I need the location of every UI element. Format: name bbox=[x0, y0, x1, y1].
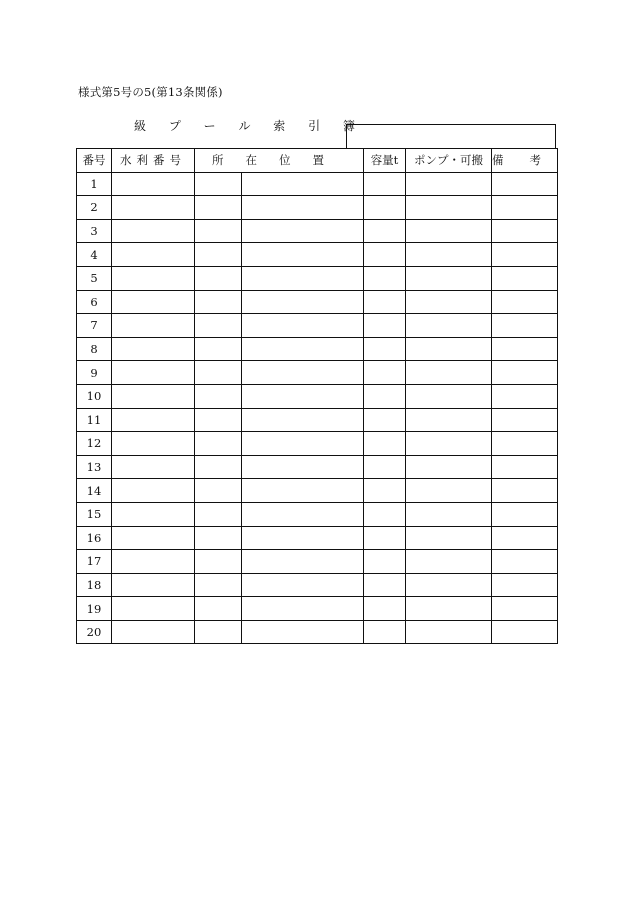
pump-cell bbox=[406, 361, 492, 385]
table-row bbox=[77, 455, 558, 479]
table-body bbox=[77, 172, 558, 644]
location-cell-b bbox=[242, 266, 364, 290]
location-cell-b bbox=[242, 573, 364, 597]
table-row bbox=[77, 573, 558, 597]
pump-cell bbox=[406, 550, 492, 574]
pump-cell bbox=[406, 384, 492, 408]
capacity-cell bbox=[364, 620, 406, 644]
water-id-cell bbox=[112, 573, 195, 597]
pump-cell bbox=[406, 408, 492, 432]
location-cell-b bbox=[242, 502, 364, 526]
capacity-cell bbox=[364, 361, 406, 385]
location-cell-a bbox=[195, 455, 242, 479]
pump-cell bbox=[406, 290, 492, 314]
header-number: 番号 bbox=[77, 149, 112, 173]
pump-cell bbox=[406, 502, 492, 526]
capacity-cell bbox=[364, 384, 406, 408]
row-number: 20 bbox=[77, 620, 112, 644]
table-row bbox=[77, 266, 558, 290]
row-number: 4 bbox=[77, 243, 112, 267]
remarks-cell bbox=[492, 290, 558, 314]
pool-index-table bbox=[76, 148, 567, 644]
water-id-cell bbox=[112, 172, 195, 196]
location-cell-a bbox=[195, 172, 242, 196]
water-id-cell bbox=[112, 337, 195, 361]
location-cell-b bbox=[242, 408, 364, 432]
table-row bbox=[77, 597, 558, 621]
capacity-cell bbox=[364, 266, 406, 290]
location-cell-b bbox=[242, 337, 364, 361]
remarks-cell bbox=[492, 337, 558, 361]
capacity-cell bbox=[364, 432, 406, 456]
pump-cell bbox=[406, 573, 492, 597]
remarks-cell bbox=[492, 196, 558, 220]
remarks-cell bbox=[492, 361, 558, 385]
table-row bbox=[77, 550, 558, 574]
pump-cell bbox=[406, 526, 492, 550]
row-number: 10 bbox=[77, 384, 112, 408]
row-number: 9 bbox=[77, 361, 112, 385]
location-cell-a bbox=[195, 243, 242, 267]
location-cell-a bbox=[195, 196, 242, 220]
capacity-cell bbox=[364, 196, 406, 220]
location-cell-b bbox=[242, 290, 364, 314]
header-location: 所在位置 bbox=[195, 149, 364, 173]
location-cell-a bbox=[195, 361, 242, 385]
header-capacity: 容量t bbox=[364, 149, 406, 173]
remarks-cell bbox=[492, 314, 558, 338]
capacity-cell bbox=[364, 408, 406, 432]
row-number: 11 bbox=[77, 408, 112, 432]
row-number: 1 bbox=[77, 172, 112, 196]
table-row bbox=[77, 479, 558, 503]
pump-cell bbox=[406, 597, 492, 621]
table-header-row bbox=[77, 149, 558, 173]
remarks-cell bbox=[492, 266, 558, 290]
remarks-cell bbox=[492, 455, 558, 479]
location-cell-b bbox=[242, 526, 364, 550]
water-id-cell bbox=[112, 432, 195, 456]
location-cell-a bbox=[195, 573, 242, 597]
location-cell-b bbox=[242, 219, 364, 243]
row-number: 6 bbox=[77, 290, 112, 314]
row-number: 3 bbox=[77, 219, 112, 243]
pump-cell bbox=[406, 243, 492, 267]
pump-cell bbox=[406, 314, 492, 338]
location-cell-a bbox=[195, 290, 242, 314]
table-row bbox=[77, 196, 558, 220]
location-cell-b bbox=[242, 361, 364, 385]
form-label: 様式第5号の5(第13条関係) bbox=[78, 85, 223, 99]
water-id-cell bbox=[112, 266, 195, 290]
row-number: 7 bbox=[77, 314, 112, 338]
pump-cell bbox=[406, 172, 492, 196]
water-id-cell bbox=[112, 314, 195, 338]
table-row bbox=[77, 243, 558, 267]
row-number: 19 bbox=[77, 597, 112, 621]
remarks-cell bbox=[492, 219, 558, 243]
row-number: 8 bbox=[77, 337, 112, 361]
location-cell-b bbox=[242, 620, 364, 644]
location-cell-a bbox=[195, 384, 242, 408]
remarks-cell bbox=[492, 526, 558, 550]
table-row bbox=[77, 502, 558, 526]
location-cell-a bbox=[195, 620, 242, 644]
capacity-cell bbox=[364, 314, 406, 338]
remarks-cell bbox=[492, 550, 558, 574]
remarks-cell bbox=[492, 172, 558, 196]
capacity-cell bbox=[364, 455, 406, 479]
location-cell-b bbox=[242, 455, 364, 479]
pump-cell bbox=[406, 455, 492, 479]
location-cell-a bbox=[195, 432, 242, 456]
location-cell-a bbox=[195, 219, 242, 243]
table-row bbox=[77, 620, 558, 644]
table-row bbox=[77, 314, 558, 338]
capacity-cell bbox=[364, 243, 406, 267]
water-id-cell bbox=[112, 620, 195, 644]
capacity-cell bbox=[364, 502, 406, 526]
capacity-cell bbox=[364, 526, 406, 550]
water-id-cell bbox=[112, 243, 195, 267]
remarks-cell bbox=[492, 502, 558, 526]
capacity-cell bbox=[364, 573, 406, 597]
row-number: 12 bbox=[77, 432, 112, 456]
table-row bbox=[77, 172, 558, 196]
location-cell-b bbox=[242, 172, 364, 196]
location-cell-a bbox=[195, 408, 242, 432]
row-number: 14 bbox=[77, 479, 112, 503]
water-id-cell bbox=[112, 455, 195, 479]
header-pump: ポンプ・可搬 bbox=[406, 149, 492, 173]
location-cell-a bbox=[195, 266, 242, 290]
pump-cell bbox=[406, 337, 492, 361]
remarks-cell bbox=[492, 620, 558, 644]
location-cell-a bbox=[195, 526, 242, 550]
table-row bbox=[77, 408, 558, 432]
location-cell-a bbox=[195, 550, 242, 574]
remarks-cell bbox=[492, 384, 558, 408]
water-id-cell bbox=[112, 361, 195, 385]
water-id-cell bbox=[112, 479, 195, 503]
table-row bbox=[77, 290, 558, 314]
row-number: 18 bbox=[77, 573, 112, 597]
capacity-cell bbox=[364, 219, 406, 243]
table-row bbox=[77, 384, 558, 408]
remarks-cell bbox=[492, 432, 558, 456]
row-number: 15 bbox=[77, 502, 112, 526]
water-id-cell bbox=[112, 550, 195, 574]
table-row bbox=[77, 432, 558, 456]
remarks-cell bbox=[492, 479, 558, 503]
header-water-id: 水利番号 bbox=[112, 149, 195, 173]
location-cell-b bbox=[242, 196, 364, 220]
pump-cell bbox=[406, 196, 492, 220]
pump-cell bbox=[406, 620, 492, 644]
water-id-cell bbox=[112, 502, 195, 526]
table-row bbox=[77, 337, 558, 361]
remarks-cell bbox=[492, 243, 558, 267]
location-cell-a bbox=[195, 502, 242, 526]
location-cell-b bbox=[242, 243, 364, 267]
location-cell-b bbox=[242, 432, 364, 456]
pump-cell bbox=[406, 432, 492, 456]
capacity-cell bbox=[364, 337, 406, 361]
location-cell-b bbox=[242, 479, 364, 503]
location-cell-a bbox=[195, 479, 242, 503]
remarks-cell bbox=[492, 597, 558, 621]
location-cell-b bbox=[242, 597, 364, 621]
water-id-cell bbox=[112, 290, 195, 314]
capacity-cell bbox=[364, 479, 406, 503]
location-cell-a bbox=[195, 314, 242, 338]
pump-cell bbox=[406, 479, 492, 503]
water-id-cell bbox=[112, 526, 195, 550]
row-number: 2 bbox=[77, 196, 112, 220]
table-row bbox=[77, 361, 558, 385]
capacity-cell bbox=[364, 550, 406, 574]
row-number: 16 bbox=[77, 526, 112, 550]
water-id-cell bbox=[112, 219, 195, 243]
location-cell-b bbox=[242, 314, 364, 338]
row-number: 13 bbox=[77, 455, 112, 479]
remarks-cell bbox=[492, 573, 558, 597]
row-number: 5 bbox=[77, 266, 112, 290]
location-cell-b bbox=[242, 550, 364, 574]
table-row bbox=[77, 219, 558, 243]
table-row bbox=[77, 526, 558, 550]
capacity-cell bbox=[364, 597, 406, 621]
location-cell-a bbox=[195, 337, 242, 361]
water-id-cell bbox=[112, 384, 195, 408]
water-id-cell bbox=[112, 597, 195, 621]
title-corner-box bbox=[346, 124, 556, 148]
pump-cell bbox=[406, 219, 492, 243]
location-cell-b bbox=[242, 384, 364, 408]
pump-cell bbox=[406, 266, 492, 290]
capacity-cell bbox=[364, 172, 406, 196]
row-number: 17 bbox=[77, 550, 112, 574]
header-remarks: 備考 bbox=[492, 149, 558, 173]
water-id-cell bbox=[112, 196, 195, 220]
water-id-cell bbox=[112, 408, 195, 432]
capacity-cell bbox=[364, 290, 406, 314]
location-cell-a bbox=[195, 597, 242, 621]
pool-index-title: 級 プ ー ル 索 引 簿 bbox=[134, 119, 365, 133]
remarks-cell bbox=[492, 408, 558, 432]
